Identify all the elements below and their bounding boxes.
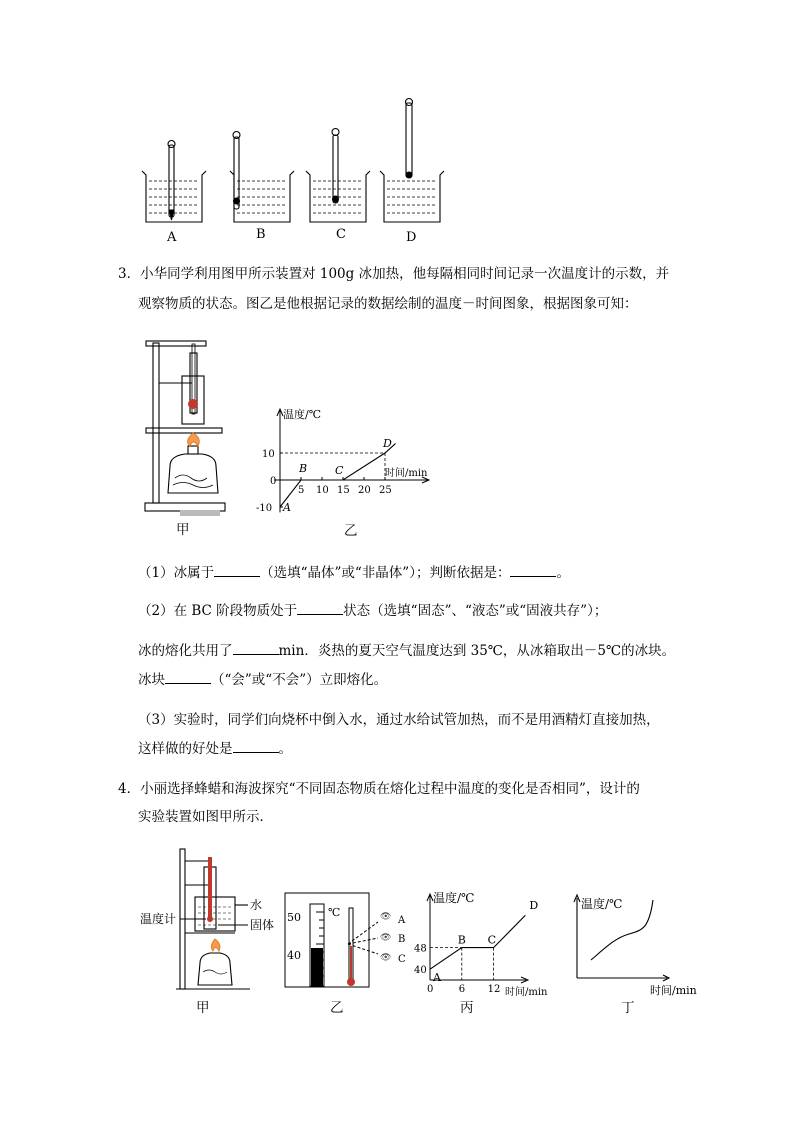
q3-point-label-d: D [383, 437, 392, 450]
thermometer-bulb [347, 978, 355, 986]
q3-blank-3[interactable] [297, 614, 343, 615]
heated-sample [188, 399, 198, 409]
q3-part1-a: （1）冰属于 [138, 565, 215, 581]
q4-fig-ding-caption: 丁 [621, 1000, 635, 1016]
q4-y-tick-label: 40 [414, 965, 427, 977]
beaker-d [380, 99, 444, 223]
q4-y-tick-label: 48 [414, 943, 427, 955]
q3-origin-label: 0 [270, 476, 277, 487]
eye-label-b: B [398, 934, 406, 945]
q4-ding-graph [565, 890, 705, 1000]
liquid-column [311, 948, 323, 986]
q3-ylabel: 温度/℃ [283, 408, 322, 421]
q4-point-label-b: B [457, 933, 466, 947]
beaker-a [142, 141, 206, 223]
q3-blank-1[interactable] [214, 576, 260, 577]
q3-part2-b: 状态（选填“固态”、“液态”或“固液共存”）； [343, 603, 608, 619]
q3-x-tick-label: 5 [298, 485, 305, 496]
q3-part3-line2-a: 这样做的好处是 [138, 741, 233, 757]
q4-alcohol-lamp [198, 953, 232, 985]
q3-part1-b: （选填“晶体”或“非晶体”）；判断依据是： [260, 565, 511, 581]
q3-y-tick-label: -10 [256, 503, 273, 514]
q3-part2-line2-a: 冰的熔化共用了 [138, 643, 233, 659]
q3-point-label-a: A [283, 501, 291, 514]
q3-xlabel: 时间/min [385, 468, 428, 479]
q3-blank-2[interactable] [510, 576, 556, 577]
stand-base [145, 503, 225, 511]
q3-graph [245, 400, 435, 525]
q3-x-tick-label: 15 [337, 485, 350, 496]
q4-xlabel: 时间/min [505, 987, 548, 998]
scale-unit: ℃ [328, 906, 341, 919]
beaker-b [230, 132, 294, 223]
q4-graph [408, 885, 560, 1000]
ding-ylabel: 温度/℃ [581, 897, 623, 911]
beaker-label-d: D [406, 230, 417, 245]
q3-part2-line3 [138, 670, 387, 690]
q3-x-tick-label: 25 [379, 485, 392, 496]
stand-ring [146, 428, 222, 433]
q3-part3-line2 [138, 739, 292, 759]
beaker-label-a: A [167, 230, 177, 245]
q3-part3-line1: （3）实验时，同学们向烧杯中倒入水，通过水给试管加热，而不是用酒精灯直接加热， [138, 712, 660, 728]
q4-label-water: 水 [250, 898, 263, 912]
beaker-c [306, 129, 370, 223]
flame [188, 433, 200, 446]
q3-intro-line2: 观察物质的状态。图乙是他根据记录的数据绘制的温度－时间图象，根据图象可知： [138, 296, 638, 312]
q3-fig-jia-caption: 甲 [176, 522, 190, 538]
q4-fig-bing-caption: 丙 [460, 1000, 474, 1016]
q3-point-label-b: B [299, 462, 308, 475]
beakers-figure [130, 95, 450, 250]
q3-part3-line2-b: 。 [278, 741, 292, 757]
q4-thermometer-column [208, 857, 212, 917]
q3-point-label-c: C [335, 464, 344, 477]
q4-intro-line2: 实验装置如图甲所示． [138, 809, 273, 825]
q3-apparatus-figure [140, 338, 240, 540]
q4-series-line [430, 915, 525, 969]
q3-part2-line3-a: 冰块 [138, 672, 165, 688]
q3-part2-line2-b: min．炎热的夏天空气温度达到 35℃，从冰箱取出－5℃的冰块。 [278, 643, 676, 659]
q4-fig-jia-caption: 甲 [196, 1000, 210, 1016]
eye-icon-b: 👁 [380, 933, 392, 943]
q3-part2-a: （2）在 BC 阶段物质处于 [138, 603, 298, 619]
alcohol-lamp [168, 454, 218, 493]
q3-blank-4[interactable] [233, 654, 279, 655]
ding-xlabel: 时间/min [650, 984, 697, 997]
eye-label-c: C [398, 954, 406, 965]
q3-part2-line3-b: （“会”或“不会”）立即熔化。 [211, 672, 388, 688]
q4-label-thermometer: 温度计 [140, 912, 177, 926]
q3-blank-5[interactable] [165, 683, 211, 684]
q4-point-label-c: C [487, 933, 497, 947]
stand-rod [153, 343, 159, 503]
scale-50: 50 [287, 911, 301, 924]
thermometer-panel [285, 893, 369, 987]
q4-thermometer-figure [282, 890, 412, 992]
q3-blank-6[interactable] [233, 752, 279, 753]
q4-x-tick-label: 6 [458, 984, 466, 995]
q3-x-tick-label: 10 [316, 485, 329, 496]
q3-x-tick-label: 20 [358, 485, 371, 496]
q4-apparatus-figure [140, 845, 280, 995]
q3-part1 [138, 563, 570, 583]
q3-part1-c: 。 [556, 565, 570, 581]
q3-intro-line1: 3．小华同学利用图甲所示装置对 100g 冰加热，他每隔相同时间记录一次温度计的示数，并 [118, 266, 670, 282]
eye-label-a: A [398, 915, 406, 926]
beaker-label-b: B [256, 227, 266, 242]
q4-point-label-a: A [433, 971, 441, 985]
q4-intro-line1: 4．小丽选择蜂蜡和海波探究“不同固态物质在熔化过程中温度的变化是否相同”，设计的 [118, 781, 640, 797]
q4-label-solid: 固体 [250, 918, 275, 932]
q4-point-label-d: D [529, 899, 539, 913]
q4-x-tick-label: 12 [487, 984, 501, 995]
beaker-label-c: C [336, 227, 346, 242]
eye-icon-c: 👁 [380, 953, 392, 963]
scale-40: 40 [287, 949, 301, 962]
eye-icon-a: 👁 [380, 912, 392, 922]
q4-fig-yi-caption: 乙 [330, 1000, 344, 1016]
q3-part2 [138, 601, 607, 621]
q3-part2-line2 [138, 641, 675, 661]
q3-fig-yi-caption: 乙 [344, 523, 358, 539]
q4-beaker [195, 897, 235, 931]
q3-y-tick-label: 10 [262, 449, 275, 460]
q4-x-tick-label: 0 [427, 984, 434, 995]
q4-ylabel: 温度/℃ [433, 891, 475, 905]
